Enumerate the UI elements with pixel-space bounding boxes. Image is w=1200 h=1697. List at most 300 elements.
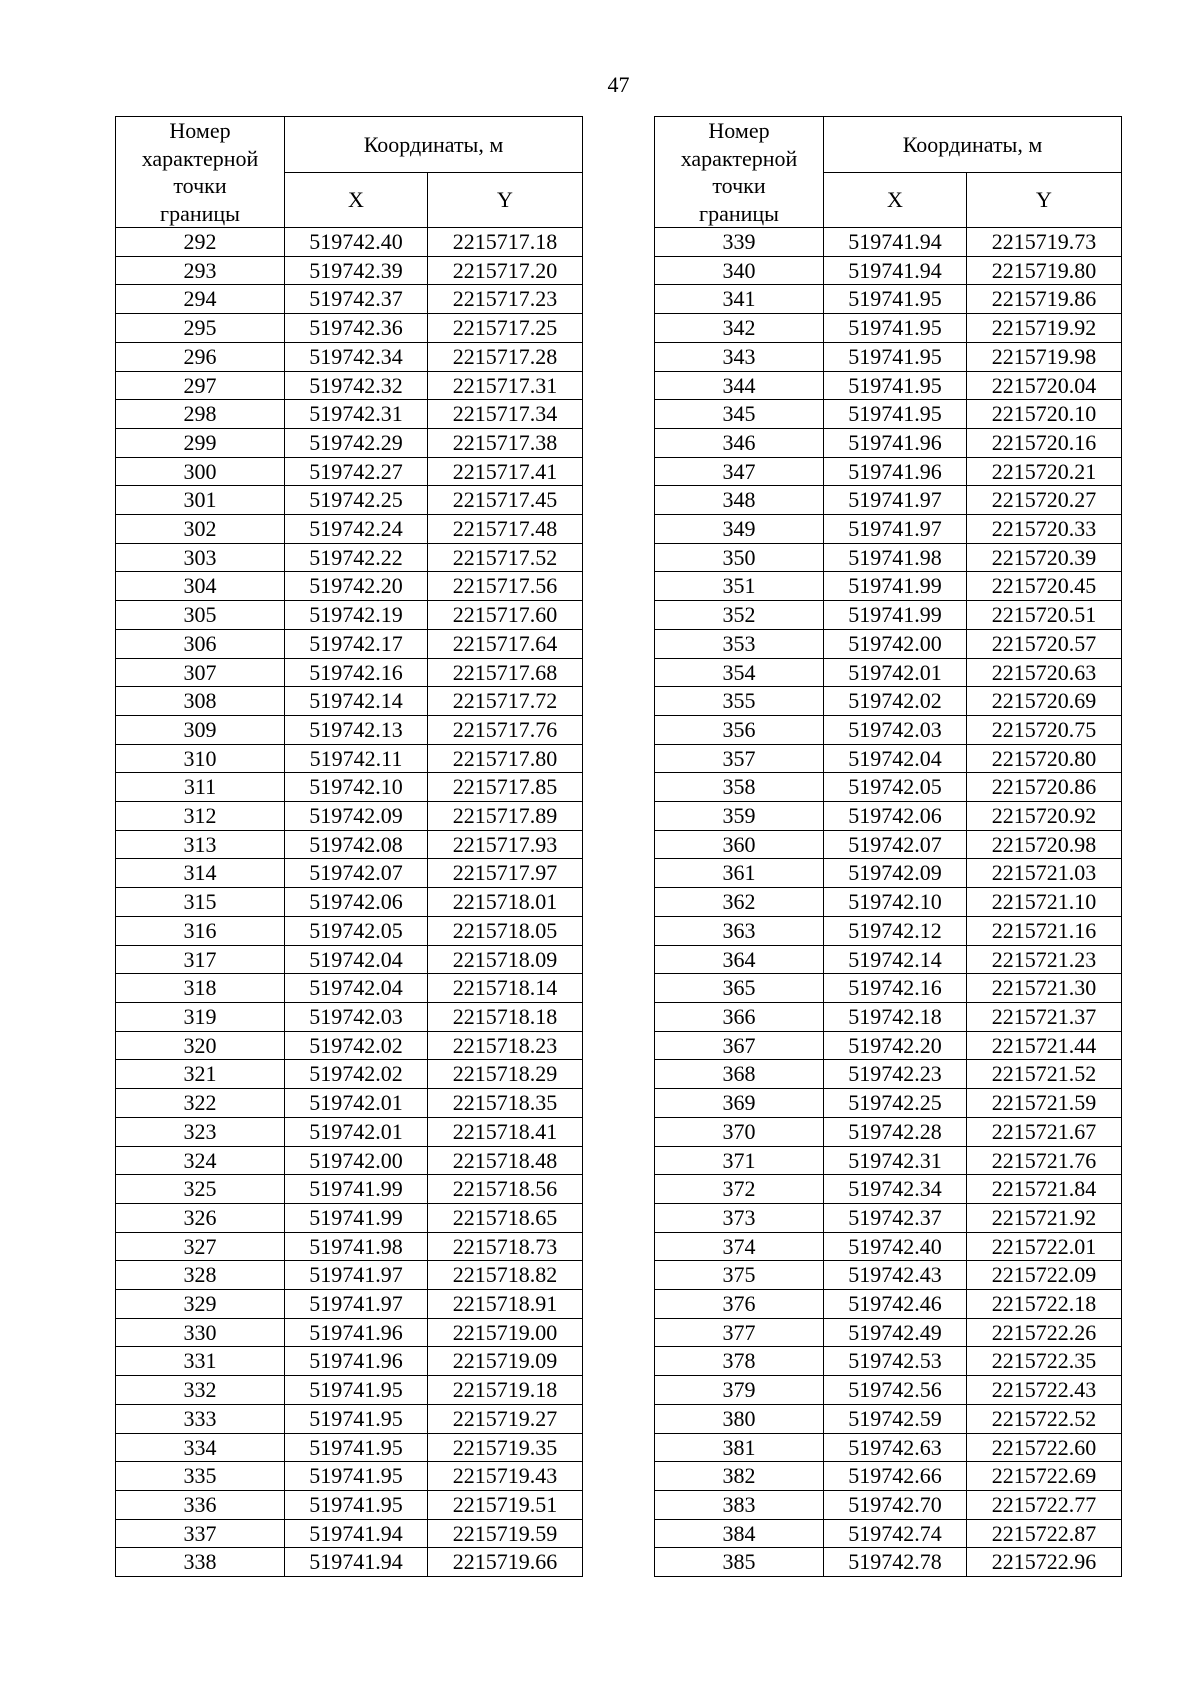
y-coordinate-cell: 2215718.09 (428, 945, 583, 974)
point-number-cell: 360 (655, 830, 824, 859)
table-row (116, 1290, 583, 1319)
point-number-cell: 357 (655, 744, 824, 773)
x-coordinate-cell: 519742.22 (285, 543, 428, 572)
table-row (655, 428, 1122, 457)
coordinates-table-right (654, 116, 1122, 1577)
table-row (116, 256, 583, 285)
table-row (116, 658, 583, 687)
point-number-cell: 381 (655, 1433, 824, 1462)
point-number-cell: 335 (116, 1462, 285, 1491)
table-row (655, 1261, 1122, 1290)
table-row (116, 1548, 583, 1577)
table-row (116, 342, 583, 371)
x-coordinate-cell: 519742.12 (824, 916, 967, 945)
y-header: Y (967, 172, 1122, 228)
y-coordinate-cell: 2215719.18 (428, 1376, 583, 1405)
table-body (655, 228, 1122, 1577)
table-row (116, 687, 583, 716)
y-coordinate-cell: 2215720.92 (967, 802, 1122, 831)
x-coordinate-cell: 519741.94 (285, 1548, 428, 1577)
y-coordinate-cell: 2215721.37 (967, 1002, 1122, 1031)
point-number-cell: 371 (655, 1146, 824, 1175)
point-number-cell: 369 (655, 1089, 824, 1118)
y-coordinate-cell: 2215718.48 (428, 1146, 583, 1175)
y-coordinate-cell: 2215720.33 (967, 515, 1122, 544)
y-coordinate-cell: 2215717.76 (428, 715, 583, 744)
x-coordinate-cell: 519742.31 (824, 1146, 967, 1175)
table-row (116, 601, 583, 630)
point-number-cell: 345 (655, 400, 824, 429)
x-coordinate-cell: 519741.99 (285, 1175, 428, 1204)
x-coordinate-cell: 519742.01 (285, 1117, 428, 1146)
table-row (116, 1203, 583, 1232)
point-number-cell: 318 (116, 974, 285, 1003)
x-coordinate-cell: 519742.07 (285, 859, 428, 888)
x-coordinate-cell: 519741.96 (285, 1347, 428, 1376)
table-row (655, 1519, 1122, 1548)
y-coordinate-cell: 2215717.85 (428, 773, 583, 802)
table-row (655, 773, 1122, 802)
table-row (655, 601, 1122, 630)
y-coordinate-cell: 2215721.30 (967, 974, 1122, 1003)
point-number-cell: 317 (116, 945, 285, 974)
point-number-cell: 343 (655, 342, 824, 371)
y-coordinate-cell: 2215717.48 (428, 515, 583, 544)
x-coordinate-cell: 519742.20 (285, 572, 428, 601)
table-row (655, 1203, 1122, 1232)
table-row (116, 744, 583, 773)
y-coordinate-cell: 2215718.56 (428, 1175, 583, 1204)
table-row (116, 543, 583, 572)
y-coordinate-cell: 2215720.51 (967, 601, 1122, 630)
table-row (116, 1404, 583, 1433)
y-coordinate-cell: 2215721.52 (967, 1060, 1122, 1089)
y-coordinate-cell: 2215721.10 (967, 888, 1122, 917)
y-coordinate-cell: 2215721.67 (967, 1117, 1122, 1146)
x-coordinate-cell: 519742.08 (285, 830, 428, 859)
y-coordinate-cell: 2215721.84 (967, 1175, 1122, 1204)
page-number: 47 (607, 72, 630, 97)
point-header-line: точки (712, 173, 766, 198)
x-coordinate-cell: 519742.00 (824, 629, 967, 658)
point-number-cell: 363 (655, 916, 824, 945)
point-number-cell: 355 (655, 687, 824, 716)
x-coordinate-cell: 519742.49 (824, 1318, 967, 1347)
point-number-cell: 339 (655, 228, 824, 257)
x-coordinate-cell: 519742.20 (824, 1031, 967, 1060)
x-coordinate-cell: 519742.70 (824, 1490, 967, 1519)
y-coordinate-cell: 2215722.35 (967, 1347, 1122, 1376)
point-number-cell: 294 (116, 285, 285, 314)
y-coordinate-cell: 2215718.29 (428, 1060, 583, 1089)
point-number-cell: 307 (116, 658, 285, 687)
x-coordinate-cell: 519742.18 (824, 1002, 967, 1031)
point-number-cell: 323 (116, 1117, 285, 1146)
point-number-cell: 373 (655, 1203, 824, 1232)
table-row (655, 974, 1122, 1003)
point-number-cell: 314 (116, 859, 285, 888)
point-header-line: характерной (680, 145, 798, 171)
point-number-cell: 293 (116, 256, 285, 285)
y-coordinate-cell: 2215717.18 (428, 228, 583, 257)
point-number-cell: 366 (655, 1002, 824, 1031)
x-coordinate-cell: 519741.95 (285, 1433, 428, 1462)
x-coordinate-cell: 519742.05 (285, 916, 428, 945)
table-row (655, 515, 1122, 544)
point-number-cell: 353 (655, 629, 824, 658)
x-coordinate-cell: 519741.95 (824, 400, 967, 429)
point-number-cell: 302 (116, 515, 285, 544)
y-coordinate-cell: 2215722.01 (967, 1232, 1122, 1261)
point-number-cell: 334 (116, 1433, 285, 1462)
x-coordinate-cell: 519741.94 (824, 256, 967, 285)
table-row (655, 1232, 1122, 1261)
point-number-cell: 354 (655, 658, 824, 687)
point-number-cell: 316 (116, 916, 285, 945)
table-row (655, 228, 1122, 257)
x-header: X (824, 172, 967, 228)
point-number-cell: 322 (116, 1089, 285, 1118)
x-coordinate-cell: 519741.97 (285, 1261, 428, 1290)
point-number-header (655, 117, 824, 228)
x-coordinate-cell: 519742.10 (824, 888, 967, 917)
table-row (655, 1490, 1122, 1519)
point-number-cell: 383 (655, 1490, 824, 1519)
table-row (655, 400, 1122, 429)
point-number-cell: 362 (655, 888, 824, 917)
table-row (655, 1290, 1122, 1319)
x-coordinate-cell: 519742.11 (285, 744, 428, 773)
table-row (655, 486, 1122, 515)
y-coordinate-cell: 2215721.03 (967, 859, 1122, 888)
x-coordinate-cell: 519742.16 (824, 974, 967, 1003)
x-coordinate-cell: 519742.09 (824, 859, 967, 888)
y-coordinate-cell: 2215719.27 (428, 1404, 583, 1433)
point-number-cell: 377 (655, 1318, 824, 1347)
x-coordinate-cell: 519741.98 (824, 543, 967, 572)
point-number-cell: 349 (655, 515, 824, 544)
point-number-cell: 324 (116, 1146, 285, 1175)
y-coordinate-cell: 2215720.27 (967, 486, 1122, 515)
x-coordinate-cell: 519741.97 (824, 515, 967, 544)
point-number-cell: 303 (116, 543, 285, 572)
x-coordinate-cell: 519742.02 (285, 1060, 428, 1089)
y-coordinate-cell: 2215717.64 (428, 629, 583, 658)
y-coordinate-cell: 2215717.68 (428, 658, 583, 687)
point-number-header (116, 117, 285, 228)
x-coordinate-cell: 519742.01 (824, 658, 967, 687)
table-row (655, 629, 1122, 658)
y-coordinate-cell: 2215718.01 (428, 888, 583, 917)
table-header (116, 117, 583, 228)
y-coordinate-cell: 2215717.41 (428, 457, 583, 486)
table-row (655, 859, 1122, 888)
x-coordinate-cell: 519742.13 (285, 715, 428, 744)
table-row (655, 830, 1122, 859)
x-coordinate-cell: 519742.14 (285, 687, 428, 716)
table-row (116, 1462, 583, 1491)
point-number-cell: 338 (116, 1548, 285, 1577)
x-coordinate-cell: 519741.95 (285, 1490, 428, 1519)
y-coordinate-cell: 2215720.80 (967, 744, 1122, 773)
y-coordinate-cell: 2215722.52 (967, 1404, 1122, 1433)
table-row (116, 1376, 583, 1405)
table-row (116, 1261, 583, 1290)
x-coordinate-cell: 519742.39 (285, 256, 428, 285)
y-coordinate-cell: 2215718.14 (428, 974, 583, 1003)
table-row (116, 228, 583, 257)
x-coordinate-cell: 519742.37 (285, 285, 428, 314)
x-coordinate-cell: 519742.53 (824, 1347, 967, 1376)
y-coordinate-cell: 2215717.45 (428, 486, 583, 515)
point-number-cell: 358 (655, 773, 824, 802)
y-coordinate-cell: 2215719.86 (967, 285, 1122, 314)
y-coordinate-cell: 2215720.10 (967, 400, 1122, 429)
point-number-cell: 365 (655, 974, 824, 1003)
x-coordinate-cell: 519742.19 (285, 601, 428, 630)
x-coordinate-cell: 519742.25 (285, 486, 428, 515)
x-coordinate-cell: 519742.40 (285, 228, 428, 257)
point-number-cell: 298 (116, 400, 285, 429)
x-coordinate-cell: 519741.99 (824, 572, 967, 601)
table-row (116, 715, 583, 744)
table-row (116, 1002, 583, 1031)
point-number-cell: 382 (655, 1462, 824, 1491)
point-number-cell: 301 (116, 486, 285, 515)
x-coordinate-cell: 519742.74 (824, 1519, 967, 1548)
y-coordinate-cell: 2215718.41 (428, 1117, 583, 1146)
y-coordinate-cell: 2215720.45 (967, 572, 1122, 601)
point-number-cell: 375 (655, 1261, 824, 1290)
table-row (116, 285, 583, 314)
x-coordinate-cell: 519741.95 (824, 285, 967, 314)
x-coordinate-cell: 519742.25 (824, 1089, 967, 1118)
y-coordinate-cell: 2215720.57 (967, 629, 1122, 658)
y-coordinate-cell: 2215722.87 (967, 1519, 1122, 1548)
point-number-cell: 315 (116, 888, 285, 917)
x-coordinate-cell: 519742.37 (824, 1203, 967, 1232)
table-row (655, 285, 1122, 314)
y-coordinate-cell: 2215720.75 (967, 715, 1122, 744)
table-row (655, 1146, 1122, 1175)
y-coordinate-cell: 2215720.16 (967, 428, 1122, 457)
table-row (116, 457, 583, 486)
point-number-cell: 351 (655, 572, 824, 601)
x-coordinate-cell: 519741.95 (285, 1376, 428, 1405)
table-row (116, 1232, 583, 1261)
table-row (116, 802, 583, 831)
table-row (655, 457, 1122, 486)
point-number-cell: 328 (116, 1261, 285, 1290)
table-row (655, 572, 1122, 601)
table-row (116, 1175, 583, 1204)
point-number-cell: 295 (116, 314, 285, 343)
x-coordinate-cell: 519742.66 (824, 1462, 967, 1491)
y-coordinate-cell: 2215718.91 (428, 1290, 583, 1319)
x-coordinate-cell: 519742.04 (285, 974, 428, 1003)
x-coordinate-cell: 519742.07 (824, 830, 967, 859)
table-row (116, 773, 583, 802)
y-coordinate-cell: 2215717.34 (428, 400, 583, 429)
table-row (116, 428, 583, 457)
y-coordinate-cell: 2215722.18 (967, 1290, 1122, 1319)
table-row (655, 1347, 1122, 1376)
y-coordinate-cell: 2215718.23 (428, 1031, 583, 1060)
y-coordinate-cell: 2215720.39 (967, 543, 1122, 572)
table-row (655, 658, 1122, 687)
x-coordinate-cell: 519742.01 (285, 1089, 428, 1118)
table-row (655, 802, 1122, 831)
x-coordinate-cell: 519742.03 (824, 715, 967, 744)
point-number-cell: 364 (655, 945, 824, 974)
table-row (655, 687, 1122, 716)
y-header: Y (428, 172, 583, 228)
y-coordinate-cell: 2215719.00 (428, 1318, 583, 1347)
table-row (116, 400, 583, 429)
point-number-cell: 370 (655, 1117, 824, 1146)
table-row (116, 515, 583, 544)
table-row (116, 1347, 583, 1376)
x-coordinate-cell: 519741.95 (285, 1404, 428, 1433)
x-coordinate-cell: 519742.40 (824, 1232, 967, 1261)
y-coordinate-cell: 2215717.25 (428, 314, 583, 343)
point-header-line: точки (173, 173, 227, 198)
y-coordinate-cell: 2215719.80 (967, 256, 1122, 285)
y-coordinate-cell: 2215718.05 (428, 916, 583, 945)
y-coordinate-cell: 2215722.43 (967, 1376, 1122, 1405)
x-coordinate-cell: 519742.04 (824, 744, 967, 773)
y-coordinate-cell: 2215719.98 (967, 342, 1122, 371)
x-coordinate-cell: 519742.06 (285, 888, 428, 917)
y-coordinate-cell: 2215719.66 (428, 1548, 583, 1577)
x-coordinate-cell: 519741.95 (285, 1462, 428, 1491)
point-number-cell: 361 (655, 859, 824, 888)
point-number-cell: 374 (655, 1232, 824, 1261)
x-coordinate-cell: 519742.17 (285, 629, 428, 658)
table-row (116, 945, 583, 974)
point-number-cell: 326 (116, 1203, 285, 1232)
x-coordinate-cell: 519741.95 (824, 314, 967, 343)
y-coordinate-cell: 2215721.76 (967, 1146, 1122, 1175)
x-coordinate-cell: 519742.36 (285, 314, 428, 343)
point-number-cell: 311 (116, 773, 285, 802)
y-coordinate-cell: 2215720.98 (967, 830, 1122, 859)
x-coordinate-cell: 519741.99 (285, 1203, 428, 1232)
x-coordinate-cell: 519742.31 (285, 400, 428, 429)
table-row (116, 1490, 583, 1519)
x-header: X (285, 172, 428, 228)
point-header-line: границы (699, 200, 779, 226)
table-row (655, 543, 1122, 572)
y-coordinate-cell: 2215717.60 (428, 601, 583, 630)
table-row (116, 1519, 583, 1548)
table-row (655, 916, 1122, 945)
table-row (655, 1060, 1122, 1089)
x-coordinate-cell: 519741.94 (285, 1519, 428, 1548)
point-number-cell: 319 (116, 1002, 285, 1031)
point-number-cell: 304 (116, 572, 285, 601)
y-coordinate-cell: 2215720.69 (967, 687, 1122, 716)
table-row (655, 1318, 1122, 1347)
table-row (116, 572, 583, 601)
table-row (116, 486, 583, 515)
coordinates-header: Координаты, м (824, 117, 1122, 173)
point-number-cell: 300 (116, 457, 285, 486)
point-number-cell: 299 (116, 428, 285, 457)
x-coordinate-cell: 519742.29 (285, 428, 428, 457)
y-coordinate-cell: 2215721.44 (967, 1031, 1122, 1060)
y-coordinate-cell: 2215717.72 (428, 687, 583, 716)
point-number-cell: 384 (655, 1519, 824, 1548)
table-row (655, 1548, 1122, 1577)
table-row (116, 1318, 583, 1347)
point-number-cell: 340 (655, 256, 824, 285)
x-coordinate-cell: 519742.06 (824, 802, 967, 831)
point-number-cell: 308 (116, 687, 285, 716)
y-coordinate-cell: 2215719.35 (428, 1433, 583, 1462)
point-number-cell: 359 (655, 802, 824, 831)
table-row (116, 916, 583, 945)
x-coordinate-cell: 519741.96 (824, 428, 967, 457)
x-coordinate-cell: 519742.03 (285, 1002, 428, 1031)
y-coordinate-cell: 2215718.65 (428, 1203, 583, 1232)
x-coordinate-cell: 519742.59 (824, 1404, 967, 1433)
point-header-line: Номер (708, 118, 770, 143)
point-number-cell: 347 (655, 457, 824, 486)
y-coordinate-cell: 2215721.16 (967, 916, 1122, 945)
x-coordinate-cell: 519741.99 (824, 601, 967, 630)
x-coordinate-cell: 519742.02 (285, 1031, 428, 1060)
point-header-line: Номер (169, 118, 231, 143)
table-row (116, 888, 583, 917)
table-row (655, 1462, 1122, 1491)
y-coordinate-cell: 2215717.97 (428, 859, 583, 888)
point-number-cell: 368 (655, 1060, 824, 1089)
y-coordinate-cell: 2215722.26 (967, 1318, 1122, 1347)
y-coordinate-cell: 2215717.31 (428, 371, 583, 400)
x-coordinate-cell: 519742.05 (824, 773, 967, 802)
x-coordinate-cell: 519742.63 (824, 1433, 967, 1462)
table-row (116, 1031, 583, 1060)
y-coordinate-cell: 2215721.59 (967, 1089, 1122, 1118)
point-number-cell: 380 (655, 1404, 824, 1433)
x-coordinate-cell: 519742.27 (285, 457, 428, 486)
point-number-cell: 348 (655, 486, 824, 515)
table-row (116, 859, 583, 888)
x-coordinate-cell: 519741.95 (824, 371, 967, 400)
point-header-line: характерной (141, 145, 259, 171)
table-row (655, 1117, 1122, 1146)
x-coordinate-cell: 519742.23 (824, 1060, 967, 1089)
y-coordinate-cell: 2215720.04 (967, 371, 1122, 400)
table-row (116, 314, 583, 343)
point-number-cell: 296 (116, 342, 285, 371)
table-row (655, 1089, 1122, 1118)
y-coordinate-cell: 2215720.21 (967, 457, 1122, 486)
x-coordinate-cell: 519741.96 (285, 1318, 428, 1347)
table-row (655, 1376, 1122, 1405)
x-coordinate-cell: 519741.97 (824, 486, 967, 515)
point-number-cell: 330 (116, 1318, 285, 1347)
point-number-cell: 305 (116, 601, 285, 630)
y-coordinate-cell: 2215717.20 (428, 256, 583, 285)
table-row (655, 1404, 1122, 1433)
table-row (655, 1175, 1122, 1204)
table-row (116, 1117, 583, 1146)
point-number-cell: 312 (116, 802, 285, 831)
point-number-cell: 379 (655, 1376, 824, 1405)
point-number-cell: 337 (116, 1519, 285, 1548)
